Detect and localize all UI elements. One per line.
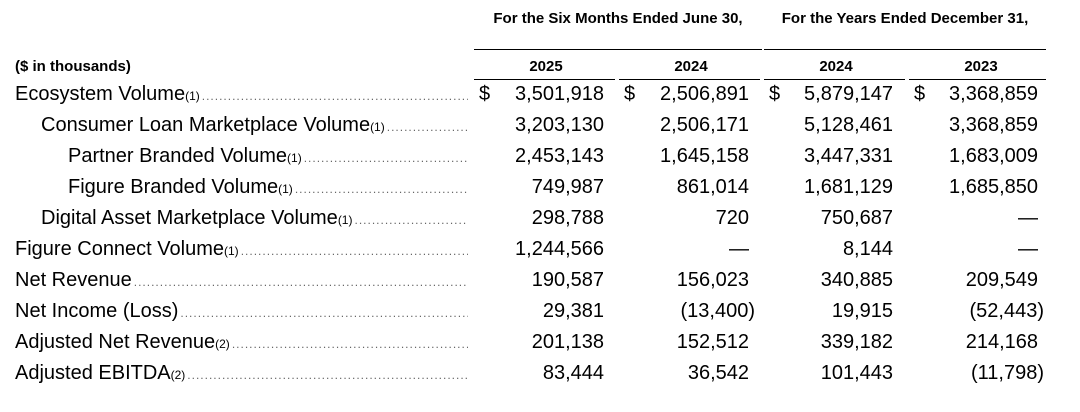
value-cell: 156,023: [676, 269, 749, 291]
value-cell: 749,987: [531, 176, 604, 198]
value-cell: (13,400): [680, 300, 755, 322]
table-row: [0, 265, 1080, 296]
unit-label: ($ in thousands): [15, 58, 131, 75]
table-row: [0, 358, 1080, 389]
row-label: [15, 296, 468, 327]
header-group-rule: [474, 49, 762, 50]
leader-dots: [241, 236, 468, 265]
year-header: 2024: [819, 58, 853, 75]
value-cell: 3,368,859: [949, 114, 1038, 136]
header-group-six-months: For the Six Months Ended June 30,: [493, 10, 743, 27]
value-cell: (11,798): [970, 362, 1044, 384]
year-header: 2024: [674, 58, 708, 75]
value-cell: 36,542: [687, 362, 749, 384]
year-header: 2023: [964, 58, 998, 75]
table-row: [0, 296, 1080, 327]
value-cell: 1,681,129: [804, 176, 893, 198]
row-label: Figure Connect Volume (1) .....: [15, 234, 468, 265]
row-label: Partner Branded Volume (1) .....: [68, 141, 468, 172]
row-label-text: Net Revenue: [15, 269, 132, 291]
value-cell: 3,368,859: [949, 83, 1038, 105]
value-cell: 750,687: [820, 207, 893, 229]
table-row: [0, 172, 1080, 203]
leader-dots: [387, 112, 468, 141]
row-label-text: Adjusted EBITDA: [15, 362, 171, 384]
leader-dots: [304, 143, 468, 172]
leader-dots: [354, 205, 468, 234]
row-label-text: Figure Connect Volume: [15, 238, 225, 260]
currency-symbol: $: [914, 83, 926, 105]
leader-dots: [187, 360, 468, 389]
row-label-text: Adjusted Net Revenue: [15, 331, 216, 353]
value-cell: —: [729, 238, 749, 260]
row-label: [15, 265, 468, 296]
value-cell: 214,168: [965, 331, 1038, 353]
row-label: Ecosystem Volume (1) .....: [15, 79, 468, 110]
row-label: Consumer Loan Marketplace Volume (1) .....: [41, 110, 468, 141]
row-label: Adjusted EBITDA (2) .....: [15, 358, 468, 389]
currency-symbol: $: [624, 83, 636, 105]
value-cell: 3,203,130: [515, 114, 604, 136]
value-cell: 5,128,461: [804, 114, 893, 136]
leader-dots: [134, 267, 468, 296]
year-header: 2025: [529, 58, 563, 75]
table-row: [0, 79, 1080, 110]
header-group-rule: [764, 49, 1046, 50]
value-cell: —: [1018, 238, 1038, 260]
row-label-text: Net Income (Loss): [15, 300, 179, 322]
value-cell: 2,506,171: [660, 114, 749, 136]
table-row: [0, 203, 1080, 234]
table-row: [0, 327, 1080, 358]
value-cell: 201,138: [531, 331, 604, 353]
value-cell: 1,683,009: [949, 145, 1038, 167]
value-cell: 720: [715, 207, 749, 229]
leader-dots: [232, 329, 468, 358]
row-label-text: Digital Asset Marketplace Volume: [41, 207, 338, 229]
value-cell: 298,788: [531, 207, 604, 229]
value-cell: 1,685,850: [949, 176, 1038, 198]
row-label: Digital Asset Marketplace Volume (1) .....: [41, 203, 468, 234]
value-cell: 861,014: [676, 176, 749, 198]
value-cell: 83,444: [542, 362, 604, 384]
value-cell: 209,549: [965, 269, 1038, 291]
row-label: Figure Branded Volume (1) .....: [68, 172, 468, 203]
row-label-text: Figure Branded Volume: [68, 176, 279, 198]
value-cell: 8,144: [842, 238, 893, 260]
leader-dots: [295, 174, 468, 203]
value-cell: 101,443: [820, 362, 893, 384]
row-label-text: Consumer Loan Marketplace Volume: [41, 114, 371, 136]
value-cell: 1,244,566: [515, 238, 604, 260]
table-row: [0, 141, 1080, 172]
header-group-years: For the Years Ended December 31,: [781, 10, 1029, 27]
value-cell: 340,885: [820, 269, 893, 291]
leader-dots: [202, 81, 468, 110]
value-cell: 152,512: [676, 331, 749, 353]
value-cell: 5,879,147: [804, 83, 893, 105]
value-cell: 2,453,143: [515, 145, 604, 167]
value-cell: (52,443): [969, 300, 1044, 322]
value-cell: 3,447,331: [804, 145, 893, 167]
value-cell: 1,645,158: [660, 145, 749, 167]
value-cell: 3,501,918: [515, 83, 604, 105]
value-cell: 29,381: [542, 300, 604, 322]
row-label-text: Partner Branded Volume: [68, 145, 288, 167]
value-cell: 19,915: [831, 300, 893, 322]
value-cell: 2,506,891: [660, 83, 749, 105]
row-label: Adjusted Net Revenue (2) .....: [15, 327, 468, 358]
table-row: [0, 234, 1080, 265]
value-cell: —: [1018, 207, 1038, 229]
table-row: [0, 110, 1080, 141]
currency-symbol: $: [769, 83, 781, 105]
currency-symbol: $: [479, 83, 491, 105]
leader-dots: [180, 298, 468, 327]
row-label-text: Ecosystem Volume: [15, 83, 186, 105]
value-cell: 339,182: [820, 331, 893, 353]
value-cell: 190,587: [531, 269, 604, 291]
